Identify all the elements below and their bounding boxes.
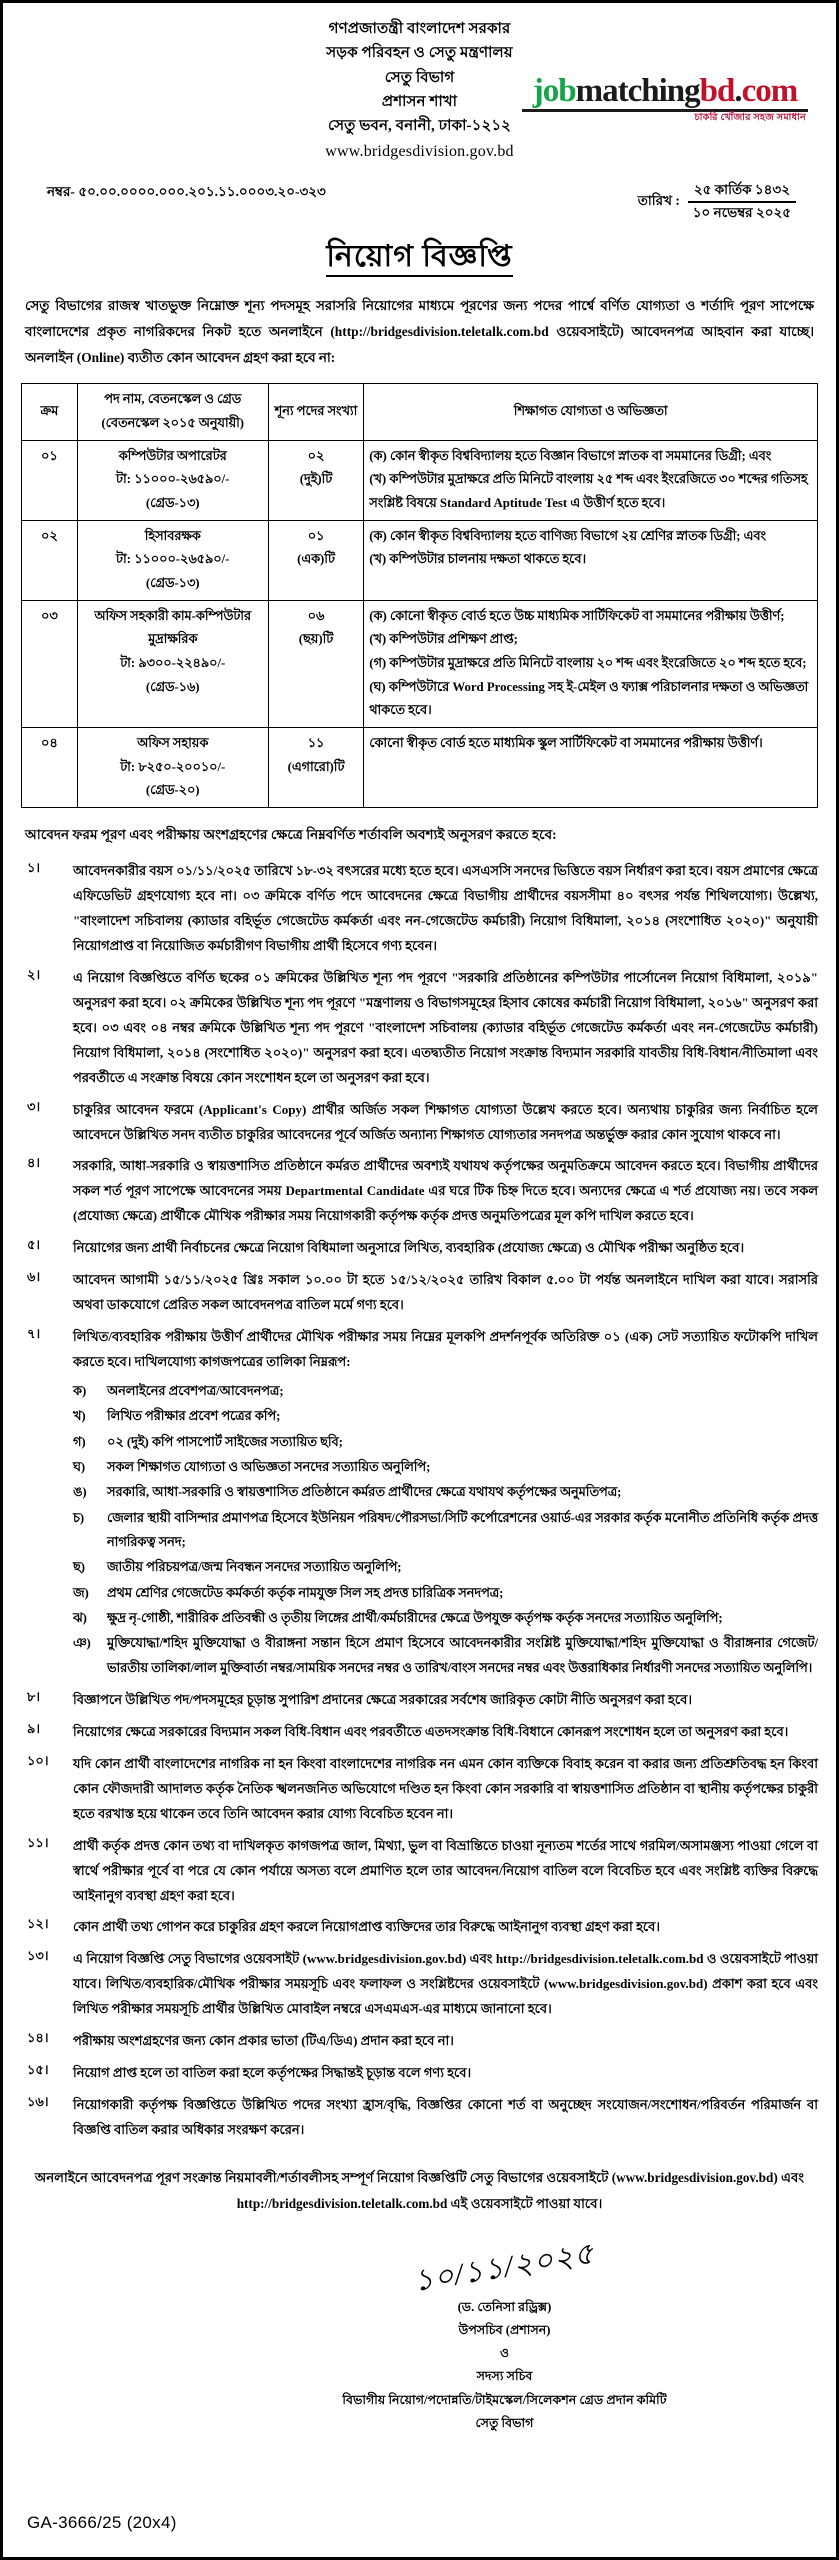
sub-item	[73, 1480, 818, 1504]
condition-item	[21, 1268, 818, 1318]
condition-item	[21, 966, 818, 1091]
cell-serial: ০৪	[22, 727, 78, 807]
condition-text: যদি কোন প্রার্থী বাংলাদেশের নাগরিক না হন কিংবা বাংলাদেশের নাগরিক নন এমন কোন ব্যক্তিকে বিবাহ করেন বা করার জন্য প্রতিশ্রুতিবদ্ধ হন কিংবা কোন ফৌজদারী আদালত কর্তৃক নৈতিক স্খলনজনিত অভিযোগে দণ্ডিত হন কিংবা কোন সরকারি বা স্বায়ত্তশাসিত প্রতিষ্ঠান বা স্থানীয় কর্তৃপক্ষের চাকুরী হতে বরখাস্ত হয়ে থাকেন তবে তিনি আবেদন করার যোগ্য বিবেচিত হবেন না।	[73, 1755, 818, 1821]
post-grade: (গ্রেড-১৩)	[145, 575, 200, 590]
condition-number: ৫।	[27, 1237, 41, 1253]
page-title	[21, 232, 818, 283]
sub-item	[73, 1581, 818, 1605]
table-row	[22, 520, 818, 600]
cell-vacancy	[268, 727, 364, 807]
condition-item	[21, 1154, 818, 1229]
sub-item-text: সরকারি, আধা-সরকারি ও স্বায়ত্তশাসিত প্রতিষ্ঠানে কর্মরত প্রার্থীদের ক্ষেত্রে যথাযথ কর্তৃপক্ষের অনুমতিপত্র;	[107, 1485, 622, 1500]
sub-item-text: প্রথম শ্রেণির গেজেটেড কর্মকর্তা কর্তৃক নামযুক্ত সিল সহ প্রদত্ত চারিত্রিক সনদপত্র;	[107, 1585, 504, 1600]
condition-body	[73, 1268, 818, 1318]
qualification-item: (গ) কম্পিউটার মুদ্রাক্ষরে প্রতি মিনিটে বাংলায় ২০ শব্দ এবং ইংরেজিতে ২০ শব্দ হতে হবে;	[369, 655, 807, 670]
condition-number: ১।	[27, 860, 41, 875]
condition-number: ৩।	[27, 1098, 41, 1114]
vacancy-word: (এগারো)টি	[287, 759, 345, 774]
post-name: কম্পিউটার অপারেটর	[118, 448, 227, 463]
cell-serial: ০১	[22, 440, 78, 520]
column-header-serial: ক্রম	[22, 384, 78, 440]
sub-item	[73, 1555, 818, 1579]
memo-number-label: নম্বর-	[47, 184, 75, 200]
vacancy-word: (এক)টি	[297, 552, 335, 567]
vacancy-table-head	[22, 384, 818, 440]
qualification-item: (খ) কম্পিউটার চালনায় দক্ষতা থাকতে হবে।	[369, 552, 587, 567]
qualification-item: (ক) কোনো স্বীকৃত বোর্ড হতে উচ্চ মাধ্যমিক সার্টিফিকেট বা সমমানের পরীক্ষায় উত্তীর্ণ;	[369, 608, 785, 623]
sub-item-marker: ঞ)	[73, 1636, 91, 1651]
document-header	[21, 17, 818, 165]
condition-item	[21, 1720, 818, 1745]
condition-body	[73, 1325, 818, 1681]
qualification-item: কোনো স্বীকৃত বোর্ড হতে মাধ্যমিক স্কুল সার্টিফিকেট বা সমমানের পরীক্ষায় উত্তীর্ণ।	[369, 735, 763, 750]
post-name: অফিস সহায়ক	[137, 735, 209, 750]
memo-number-value: ৫০.০০.০০০০.০০০.২০১.১১.০০০৩.২০-৩২৩	[78, 184, 326, 200]
condition-number: ৪।	[27, 1155, 41, 1171]
sub-item-marker: ঙ)	[73, 1485, 87, 1500]
post-grade: (গ্রেড-১৬)	[145, 679, 200, 694]
post-scale: টা: ৯৩০০-২২৪৯০/-	[120, 655, 226, 670]
signature-block	[21, 2236, 818, 2436]
header-line-division: সেতু বিভাগ	[384, 69, 455, 86]
vacancy-word: (দুই)টি	[299, 472, 333, 487]
cell-serial: ০২	[22, 520, 78, 600]
condition-item	[21, 1098, 818, 1148]
watermark-dot-text: .	[734, 73, 742, 109]
header-line-address: সেতু ভবন, বনানী, ঢাকা-১২১২	[327, 118, 512, 135]
condition-number: ১০।	[27, 1752, 49, 1768]
memo-date-gregorian: ১০ নভেম্বর ২০২৫	[692, 204, 792, 220]
condition-text: চাকুরির আবেদন ফরমে (Applicant's Copy) প্রার্থীর অর্জিত সকল শিক্ষাগত যোগ্যতা উল্লেখ করতে হবে। অন্যথায় চাকুরির জন্য নির্বাচিত হলে আবেদনে উল্লিখিত সনদ ব্যতীত চাকুরির আবেদনের পূর্বে অর্জিত অন্যান্য শিক্ষাগত যোগ্যতার সনদপত্র অন্তর্ভুক্ত করার কোন সুযোগ থাকবে না।	[73, 1101, 818, 1142]
condition-number: ১৬।	[27, 2094, 49, 2110]
table-header-row	[22, 384, 818, 440]
header-website: www.bridgesdivision.gov.bd	[325, 143, 514, 161]
sub-item-text: অনলাইনের প্রবেশপত্র/আবেদনপত্র;	[107, 1384, 284, 1399]
condition-text: নিয়োগকারী কর্তৃপক্ষ বিজ্ঞপ্তিতে উল্লিখিত পদের সংখ্যা হ্রাস/বৃদ্ধি, বিজ্ঞপ্তির কোনো শর্ত বা অনুচ্ছেদ সংযোজন/সংশোধন/পরিবর্তন পরিমার্জন বা বিজ্ঞপ্তি বাতিল করার অধিকার সংরক্ষণ করেন।	[73, 2097, 818, 2138]
condition-text: সরকারি, আধা-সরকারি ও স্বায়ত্তশাসিত প্রতিষ্ঠানে কর্মরত প্রার্থীদের অবশ্যই যথাযথ কর্তৃপক্ষের অনুমতিক্রমে আবেদন করতে হবে। বিভাগীয় প্রার্থীদের সকল শর্ত পূরণ সাপেক্ষে আবেদনের সময় Departmental Candidate এর ঘরে টিক চিহ্ন দিতে হবে। অন্যদের ক্ষেত্রে এ শর্ত প্রযোজ্য নয়। তবে সকল (প্রযোজ্য ক্ষেত্রে) প্রার্থীকে মৌখিক পরীক্ষার সময় নিয়োগকারী কর্তৃপক্ষ কর্তৃক প্রদত্ত অনুমতিপত্রের মূল কপি দাখিল করতে হবে।	[73, 1158, 818, 1224]
sub-item-marker: ছ)	[73, 1560, 86, 1575]
condition-text: আবেদনকারীর বয়স ০১/১১/২০২৫ তারিখে ১৮-৩২ বৎসরের মধ্যে হতে হবে। এসএসসি সনদের ভিত্তিতে বয়স নির্ধারণ করা হবে। বয়স প্রমাণের ক্ষেত্রে এফিডেভিট গ্রহণযোগ্য হবে না। ০৩ ক্রমিকে বর্ণিত পদে আবেদনের ক্ষেত্রে বিভাগীয় প্রার্থীদের বয়সসীমা ৪০ বৎসর পর্যন্ত শিথিলযোগ্য। উল্লেখ্য, "বাংলাদেশ সচিবালয় (ক্যাডার বহির্ভূত গেজেটেড কর্মকর্তা এবং নন-গেজেটেড কর্মচারী) নিয়োগ বিধিমালা, ২০১৪ (সংশোধিত ২০২০)" অনুযায়ী নিয়োগপ্রাপ্ত বা নিয়োজিত কর্মচারীগণ বিভাগীয় প্রার্থী হিসেবে গণ্য হবেন।	[73, 863, 818, 953]
memo-date-fraction	[688, 181, 796, 221]
sub-item	[73, 1404, 818, 1428]
condition-item	[21, 2093, 818, 2143]
memo-date-label: তারিখ :	[637, 193, 680, 209]
sub-item-marker: চ)	[73, 1510, 85, 1525]
condition-body	[73, 1834, 818, 1909]
vacancy-num: ০২	[307, 448, 325, 463]
condition-number: ১৪।	[27, 2030, 49, 2046]
condition-body	[73, 966, 818, 1091]
sub-item	[73, 1455, 818, 1479]
vacancy-num: ০৬	[307, 608, 325, 623]
header-line-ministry: সড়ক পরিবহন ও সেতু মন্ত্রণালয়	[326, 45, 513, 62]
header-line-government: গণপ্রজাতন্ত্রী বাংলাদেশ সরকার	[328, 21, 511, 37]
watermark-tagline: চাকরি খোঁজার সহজ সমাধান	[694, 113, 806, 123]
sub-item	[73, 1506, 818, 1555]
signatory-committee: বিভাগীয় নিয়োগ/পদোন্নতি/টাইমস্কেল/সিলেকশন গ্রেড প্রদান কমিটি	[342, 2392, 667, 2407]
cell-post	[77, 440, 268, 520]
condition-number: ৮।	[27, 1688, 41, 1704]
post-grade: (গ্রেড-১৩)	[145, 495, 200, 510]
signatory-conjunction: ও	[499, 2346, 510, 2361]
condition-body	[73, 2029, 818, 2054]
qualification-item: (খ) কম্পিউটার মুদ্রাক্ষরে প্রতি মিনিটে বাংলায় ২৫ শব্দ এবং ইংরেজিতে ৩০ শব্দের গতিসহ সংশ্লিষ্ট বিষয়ে Standard Aptitude Test এ উত্তীর্ণ হতে হবে।	[369, 472, 808, 510]
vacancy-num: ১১	[307, 735, 325, 750]
sub-item	[73, 1430, 818, 1454]
qualification-item: (ঘ) কম্পিউটারে Word Processing সহ ই-মেইল ও ফ্যাক্স পরিচালনার দক্ষতা ও অভিজ্ঞতা থাকতে হবে।	[369, 679, 809, 718]
table-row	[22, 727, 818, 807]
vacancy-word: (ছয়)টি	[298, 632, 334, 647]
qualification-item: (ক) কোন স্বীকৃত বিশ্ববিদ্যালয় হতে বাণিজ্য বিভাগে ২য় শ্রেণির স্নাতক ডিগ্রী; এবং	[369, 528, 767, 543]
condition-body	[73, 2061, 818, 2086]
condition-item	[21, 859, 818, 959]
condition-item	[21, 1834, 818, 1909]
qualification-item: (খ) কম্পিউটার প্রশিক্ষণ প্রাপ্ত;	[369, 632, 518, 647]
condition-text: আবেদন আগামী ১৫/১১/২০২৫ খ্রিঃ সকাল ১০.০০ টা হতে ১৫/১২/২০২৫ তারিখ বিকাল ৫.০০ টা পর্যন্ত অনলাইনে দাখিল করা যাবে। সরাসরি অথবা ডাকযোগে প্রেরিত সকল আবেদনপত্র বাতিল মর্মে গণ্য হবে।	[73, 1272, 818, 1313]
header-line-branch: প্রশাসন শাখা	[381, 93, 458, 110]
post-grade: (গ্রেড-২০)	[145, 783, 200, 798]
qualification-item: (ক) কোন স্বীকৃত বিশ্ববিদ্যালয় হতে বিজ্ঞান বিভাগে স্নাতক বা সমমানের ডিগ্রী; এবং	[369, 448, 772, 463]
condition-text: বিজ্ঞাপনে উল্লিখিত পদ/পদসমূহের চূড়ান্ত সুপারিশ প্রদানের ক্ষেত্রে সরকারের সর্বশেষ জারিকৃত কোটা নীতি অনুসরণ করা হবে।	[73, 1691, 692, 1707]
intro-paragraph: সেতু বিভাগের রাজস্ব খাতভুক্ত নিম্নোক্ত শূন্য পদসমূহ সরাসরি নিয়োগের মাধ্যমে পূরণের জন্য পদের পার্শ্বে বর্ণিত যোগ্যতা ও শর্তাদি পূরণ সাপেক্ষে বাংলাদেশের প্রকৃত নাগরিকদের নিকট হতে অনলাইনে (http://bridgesdivision.teletalk.com.bd ওয়েবসাইটে) আবেদনপত্র আহবান করা যাচ্ছে। অনলাইন (Online) ব্যতীত কোন আবেদন গ্রহণ করা হবে না:	[25, 297, 814, 366]
watermark-matching-text: matching	[575, 73, 700, 109]
condition-text: নিয়োগের ক্ষেত্রে সরকারের বিদ্যমান সকল বিধি-বিধান এবং পরবর্তীতে এতদসংক্রান্ত বিধি-বিধানে কোনরূপ সংশোধন হলে তা অনুসরণ করা হবে।	[73, 1723, 789, 1739]
condition-text: এ নিয়োগ বিজ্ঞপ্তিতে বর্ণিত ছকের ০১ ক্রমিকের উল্লিখিত শূন্য পদ পূরণে "সরকারি প্রতিষ্ঠানের কম্পিউটার পার্সোনেল নিয়োগ বিধিমালা, ২০১৯" অনুসরণ করা হবে। ০২ ক্রমিকের উল্লিখিত শূন্য পদ পূরণে "মন্ত্রণালয় ও বিভাগসমূহের হিসাব কোষের কর্মচারী নিয়োগ বিধিমালা, ২০১৬" অনুসরণ করা হবে। ০৩ এবং ০৪ নম্বর ক্রমিকে উল্লিখিত শূন্য পদ পূরণে "বাংলাদেশ সচিবালয় (ক্যাডার বহির্ভূত গেজেটেড কর্মকর্তা এবং নন-গেজেটেড কর্মচারী) নিয়োগ বিধিমালা, ২০১৪ (সংশোধিত ২০২০)" অনুসরণ করা হবে। এতদ্ব্যতীত নিয়োগ সংক্রান্ত বিদ্যমান সরকারি যাবতীয় বিধি-বিধান/নীতিমালা এবং পরবর্তীতে এ সংক্রান্ত বিষয়ে কোন সংশোধন হলে তা অনুসরণ করা হবে।	[73, 969, 818, 1085]
condition-item	[21, 1688, 818, 1713]
table-row	[22, 440, 818, 520]
sub-item-marker: খ)	[73, 1409, 86, 1424]
cell-qualification	[364, 727, 818, 807]
condition-number: ২।	[27, 966, 41, 982]
sub-item-text: জেলার স্থায়ী বাসিন্দার প্রমাণপত্র হিসেবে ইউনিয়ন পরিষদ/পৌরসভা/সিটি কর্পোরেশনের ওয়ার্ড-এর সরকার কর্তৃক মনোনীত প্রতিনিধি কর্তৃক প্রদত্ত নাগরিকত্ব সনদ;	[107, 1510, 818, 1549]
watermark-com-text: com	[741, 73, 798, 109]
condition-number: ১১।	[27, 1834, 49, 1850]
handwritten-signature: ১০/১১/২০২৫	[411, 2236, 598, 2298]
sub-item-text: ক্ষুদ্র নৃ-গোষ্ঠী, শারীরিক প্রতিবন্ধী ও তৃতীয় লিঙ্গের প্রার্থী/কর্মচারীদের ক্ষেত্রে উপযুক্ত কর্তৃপক্ষ কর্তৃক সনদের সত্যায়িত অনুলিপি;	[107, 1610, 723, 1625]
sub-item-marker: ঝ)	[73, 1610, 87, 1625]
sub-item	[73, 1631, 818, 1680]
watermark-job-text: job	[532, 73, 576, 109]
condition-body	[73, 2093, 818, 2143]
conditions-list	[21, 859, 818, 2143]
condition-text: নিয়োগের জন্য প্রার্থী নির্বাচনের ক্ষেত্রে নিয়োগ বিধিমালা অনুসারে লিখিত, ব্যবহারিক (প্রযোজ্য ক্ষেত্রে) ও মৌখিক পরীক্ষা অনুষ্ঠিত হবে।	[73, 1240, 745, 1256]
memo-row	[21, 181, 818, 221]
cell-vacancy	[268, 520, 364, 600]
condition-sublist	[73, 1379, 818, 1680]
sub-item-text: সকল শিক্ষাগত যোগ্যতা ও অভিজ্ঞতা সনদের সত্যায়িত অনুলিপি;	[107, 1460, 431, 1475]
table-row	[22, 600, 818, 727]
closing-paragraph: অনলাইনে আবেদনপত্র পূরণ সংক্রান্ত নিয়মাবলী/শর্তাবলীসহ সম্পূর্ণ নিয়োগ বিজ্ঞপ্তিটি সেতু বিভাগের ওয়েবসাইটে (www.bridgesdivision.gov.bd) এবং http://bridgesdivision.teletalk.com.bd এই ওয়েবসাইটে পাওয়া যাবে।	[34, 2170, 805, 2211]
watermark-bd-text: bd	[699, 73, 735, 109]
condition-number: ৬।	[27, 1269, 41, 1285]
sub-item-marker: জ)	[73, 1585, 89, 1600]
cell-qualification	[364, 440, 818, 520]
signatory-role: সদস্য সচিব	[476, 2369, 533, 2384]
signatory-name: (ড. তেনিসা রড্রিক্স)	[457, 2299, 552, 2314]
condition-body	[73, 1947, 818, 2022]
condition-item	[21, 2029, 818, 2054]
post-name: অফিস সহকারী কাম-কম্পিউটার মুদ্রাক্ষরিক	[94, 608, 252, 647]
condition-item	[21, 1947, 818, 2022]
cell-vacancy	[268, 440, 364, 520]
condition-body	[73, 1154, 818, 1229]
publication-code: GA-3666/25 (20x4)	[27, 2513, 177, 2532]
condition-text: প্রার্থী কর্তৃক প্রদত্ত কোন তথ্য বা দাখিলকৃত কাগজপত্র জাল, মিথ্যা, ভুল বা বিভ্রান্তিতে চাওয়া নূন্যতম শর্তের সাথে গরমিল/অসামঞ্জস্য পাওয়া গেলে বা স্বার্থে পরীক্ষার পূর্বে বা পরে যে কোন পর্যায়ে অসত্য বলে প্রমাণিত হলে তার আবেদন/নিয়োগ বাতিল বলে বিবেচিত হবে এবং সংশ্লিষ্ট ব্যক্তির বিরুদ্ধে আইনানুগ ব্যবস্থা গ্রহণ করা হবে।	[73, 1837, 818, 1903]
condition-text: নিয়োগ প্রাপ্ত হলে তা বাতিল করা হলে কর্তৃপক্ষের সিদ্ধান্তই চূড়ান্ত বলে গণ্য হবে।	[73, 2065, 472, 2081]
post-name: হিসাবরক্ষক	[144, 528, 201, 543]
vacancy-table-body	[22, 440, 818, 807]
sub-item-marker: ক)	[73, 1384, 87, 1399]
cell-post	[77, 600, 268, 727]
cell-qualification	[364, 520, 818, 600]
condition-number: ১৩।	[27, 1948, 49, 1964]
sub-item	[73, 1606, 818, 1630]
post-scale: টা: ৮২৫০-২০০১০/-	[120, 759, 226, 774]
memo-number	[21, 181, 326, 204]
sub-item-text: জাতীয় পরিচয়পত্র/জন্ম নিবন্ধন সনদের সত্যায়িত অনুলিপি;	[107, 1560, 402, 1575]
condition-item	[21, 1915, 818, 1940]
condition-body	[73, 1236, 818, 1261]
signatory-designation: উপসচিব (প্রশাসন)	[458, 2322, 551, 2337]
cell-qualification	[364, 600, 818, 727]
memo-date-bangla: ২৫ কার্তিক ১৪৩২	[688, 181, 796, 202]
page-title-text: নিয়োগ বিজ্ঞপ্তি	[326, 240, 512, 277]
cell-post	[77, 520, 268, 600]
sub-item-marker: ঘ)	[73, 1460, 86, 1475]
cell-vacancy	[268, 600, 364, 727]
column-header-qualification: শিক্ষাগত যোগ্যতা ও অভিজ্ঞতা	[364, 384, 818, 440]
condition-item	[21, 1752, 818, 1827]
condition-number: ৭।	[27, 1326, 41, 1342]
condition-text: পরীক্ষায় অংশগ্রহণের জন্য কোন প্রকার ভাতা (টিএ/ডিএ) প্রদান করা হবে না।	[73, 2033, 454, 2049]
conditions-heading: আবেদন ফরম পূরণ এবং পরীক্ষায় অংশগ্রহণের ক্ষেত্রে নিম্নবর্ণিত শর্তাবলি অবশ্যই অনুসরণ করতে হবে:	[25, 827, 557, 842]
condition-item	[21, 2061, 818, 2086]
sub-item	[73, 1379, 818, 1403]
condition-body	[73, 1688, 818, 1713]
condition-number: ১২।	[27, 1916, 49, 1932]
condition-number: ১৫।	[27, 2062, 49, 2078]
column-header-post: পদ নাম, বেতনস্কেল ও গ্রেড (বেতনস্কেল ২০১৫ অনুযায়ী)	[77, 384, 268, 440]
cell-serial: ০৩	[22, 600, 78, 727]
condition-text: কোন প্রার্থী তথ্য গোপন করে চাকুরির গ্রহণ করলে নিয়োগপ্রাপ্ত ব্যক্তিদের তার বিরুদ্ধে আইনানুগ ব্যবস্থা গ্রহণ করা হবে।	[73, 1919, 661, 1935]
post-scale: টা: ১১০০০-২৬৫৯০/-	[116, 472, 230, 487]
sub-item-text: ০২ (দুই) কপি পাসপোর্ট সাইজের সত্যায়িত ছবি;	[107, 1434, 343, 1449]
sub-item-text: মুক্তিযোদ্ধা/শহিদ মুক্তিযোদ্ধা ও বীরাঙ্গনা সন্তান হিসে প্রমাণ হিসেবে আবেদনকারীর সংশ্লিষ্ট মুক্তিযোদ্ধা/শহিদ মুক্তিযোদ্ধা ও বীরাঙ্গনার গেজেট/ভারতীয় তালিকা/লাল মুক্তিবার্তা নম্বর/সাময়িক সনদের নম্বর ও তারিখ/বাংস সনদের নম্বর এবং উত্তরাধিকার নির্ধারণী সনদের সত্যায়িত অনুলিপি।	[107, 1636, 818, 1675]
condition-item	[21, 1236, 818, 1261]
condition-number: ৯।	[27, 1720, 41, 1736]
sub-item-text: লিখিত পরীক্ষার প্রবেশ পত্রের কপি;	[107, 1409, 281, 1424]
condition-body	[73, 1098, 818, 1148]
memo-date	[638, 181, 818, 221]
condition-body	[73, 1915, 818, 1940]
post-scale: টা: ১১০০০-২৬৫৯০/-	[116, 552, 230, 567]
condition-body	[73, 1720, 818, 1745]
condition-text: এ নিয়োগ বিজ্ঞপ্তি সেতু বিভাগের ওয়েবসাইট (www.bridgesdivision.gov.bd) এবং http://bridgesdivision.teletalk.com.bd ও ওয়েবসাইটে পাওয়া যাবে। লিখিত/ব্যবহারিক/মৌখিক পরীক্ষার সময়সূচি এবং ফলাফল ও সংশ্লিষ্টদের ওয়েবসাইটে (www.bridgesdivision.gov.bd) প্রকাশ করা হবে এবং লিখিত পরীক্ষার সময়সূচি প্রার্থীর উল্লিখিত মোবাইল নম্বরে এসএমএস-এর মাধ্যমে জানানো হবে।	[73, 1951, 818, 2017]
cell-post	[77, 727, 268, 807]
sub-item-marker: গ)	[73, 1434, 86, 1449]
signatory-department: সেতু বিভাগ	[475, 2416, 534, 2431]
condition-body	[73, 1752, 818, 1827]
column-header-vacancy: শূন্য পদের সংখ্যা	[268, 384, 364, 440]
condition-text: লিখিত/ব্যবহারিক পরীক্ষায় উত্তীর্ণ প্রার্থীদের মৌখিক পরীক্ষার সময় নিম্নের মূলকপি প্রদর্শনপূর্বক অতিরিক্ত ০১ (এক) সেট সত্যায়িত ফটোকপি দাখিল করতে হবে। দাখিলযোগ্য কাগজপত্রের তালিকা নিম্নরূপ:	[73, 1329, 818, 1370]
condition-body	[73, 859, 818, 959]
vacancy-num: ০১	[307, 528, 325, 543]
vacancy-table	[21, 383, 818, 808]
condition-item	[21, 1325, 818, 1681]
